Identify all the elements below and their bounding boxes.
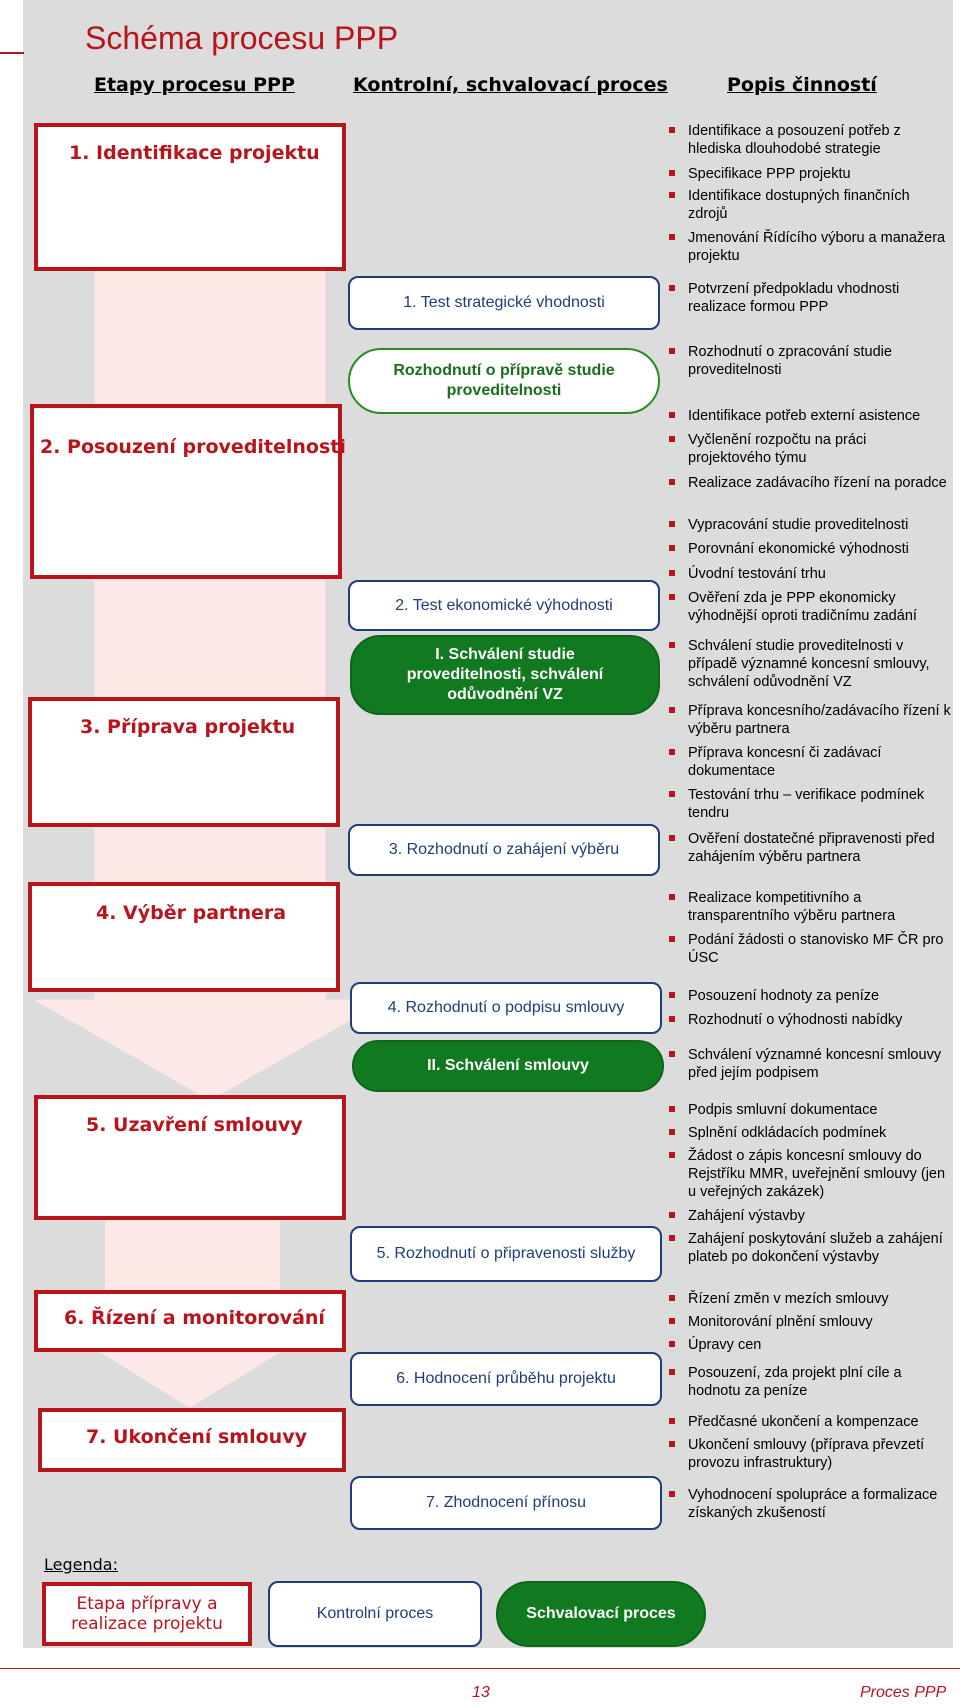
activity-item: Předčasné ukončení a kompenzace <box>668 1413 953 1431</box>
legend-stage-label: Etapa přípravy a realizace projektu <box>71 1593 223 1634</box>
activity-item: Ověření zda je PPP ekonomicky výhodnější oproti tradičnímu zadání <box>668 589 953 625</box>
legend-control-box <box>268 1581 482 1647</box>
legend-title: Legenda: <box>44 1555 118 1574</box>
activity-item: Podpis smluvní dokumentace <box>668 1101 953 1119</box>
activity-item: Identifikace dostupných finančních zdrojů <box>668 187 953 223</box>
activity-item: Schválení významné koncesní smlouvy před jejím podpisem <box>668 1046 953 1082</box>
stage-label-6: 6. Řízení a monitorování <box>64 1307 325 1329</box>
activity-item: Splnění odkládacích podmínek <box>668 1124 953 1142</box>
control-box-6: 6. Hodnocení průběhu projektu <box>350 1352 662 1406</box>
activity-item: Příprava koncesní či zadávací dokumentace <box>668 744 953 780</box>
control-box-7: 7. Zhodnocení přínosu <box>350 1476 662 1530</box>
stage-label-1: 1. Identifikace projektu <box>69 142 320 164</box>
activity-item: Rozhodnutí o výhodnosti nabídky <box>668 1011 953 1029</box>
control-box-4: 4. Rozhodnutí o podpisu smlouvy <box>350 982 662 1034</box>
control-box-3: 3. Rozhodnutí o zahájení výběru <box>348 824 660 876</box>
activity-item: Identifikace potřeb externí asistence <box>668 407 953 425</box>
stage-label-5: 5. Uzavření smlouvy <box>86 1114 303 1136</box>
legend-stage-box <box>42 1582 252 1646</box>
footer-line <box>0 1668 960 1669</box>
activity-item: Potvrzení předpokladu vhodnosti realizace formou PPP <box>668 280 953 316</box>
activity-item: Příprava koncesního/zadávacího řízení k výběru partnera <box>668 702 953 738</box>
approval-box-1: I. Schválení studie proveditelnosti, schválení odůvodnění VZ <box>350 635 660 715</box>
activity-item: Řízení změn v mezích smlouvy <box>668 1290 953 1308</box>
activity-item: Schválení studie proveditelnosti v případě významné koncesní smlouvy, schválení odůvodnění VZ <box>668 637 953 691</box>
page-number: 13 <box>472 1684 490 1701</box>
activity-item: Porovnání ekonomické výhodnosti <box>668 540 953 558</box>
approval-outline-box-1: Rozhodnutí o přípravě studie proveditelnosti <box>348 348 660 414</box>
legend-approval-box <box>496 1581 706 1647</box>
activity-item: Vyhodnocení spolupráce a formalizace získaných zkušeností <box>668 1486 953 1522</box>
stage-label-4: 4. Výběr partnera <box>96 902 287 924</box>
title-underline-left <box>0 52 24 54</box>
page-title: Schéma procesu PPP <box>85 20 399 56</box>
activity-item: Zahájení poskytování služeb a zahájení plateb po dokončení výstavby <box>668 1230 953 1266</box>
column-header-description: Popis činností <box>727 74 877 96</box>
approval-box-2: II. Schválení smlouvy <box>352 1040 664 1092</box>
activity-item: Úvodní testování trhu <box>668 565 953 583</box>
control-box-5: 5. Rozhodnutí o připravenosti služby <box>350 1226 662 1282</box>
activity-item: Jmenování Řídícího výboru a manažera projektu <box>668 229 953 265</box>
activity-item: Realizace kompetitivního a transparentního výběru partnera <box>668 889 953 925</box>
legend-control-label: Kontrolní proces <box>316 1605 434 1622</box>
activity-item: Zahájení výstavby <box>668 1207 953 1225</box>
activity-item: Realizace zadávacího řízení na poradce <box>668 474 953 492</box>
stage-label-2: 2. Posouzení proveditelnosti <box>40 436 346 458</box>
activity-item: Rozhodnutí o zpracování studie proveditelnosti <box>668 343 953 379</box>
activity-item: Identifikace a posouzení potřeb z hlediska dlouhodobé strategie <box>668 122 953 158</box>
activity-item: Vyčlenění rozpočtu na práci projektového týmu <box>668 431 953 467</box>
activity-item: Posouzení hodnoty za peníze <box>668 987 953 1005</box>
stage-box-4 <box>28 882 340 992</box>
activity-item: Specifikace PPP projektu <box>668 165 953 183</box>
activity-item: Vypracování studie proveditelnosti <box>668 516 953 534</box>
column-header-stages: Etapy procesu PPP <box>94 74 295 96</box>
activity-item: Úpravy cen <box>668 1336 953 1354</box>
activity-item: Žádost o zápis koncesní smlouvy do Rejstříku MMR, uveřejnění smlouvy (jen u veřejných zakázek) <box>668 1147 953 1201</box>
activities-list <box>668 0 953 1530</box>
activity-item: Ukončení smlouvy (příprava převzetí provozu infrastruktury) <box>668 1436 953 1472</box>
control-box-2: 2. Test ekonomické výhodnosti <box>348 580 660 631</box>
stage-label-3: 3. Příprava projektu <box>80 716 296 738</box>
activity-item: Podání žádosti o stanovisko MF ČR pro ÚSC <box>668 931 953 967</box>
stage-label-7: 7. Ukončení smlouvy <box>86 1426 307 1448</box>
activity-item: Posouzení, zda projekt plní cíle a hodnotu za peníze <box>668 1364 953 1400</box>
activity-item: Monitorování plnění smlouvy <box>668 1313 953 1331</box>
activity-item: Testování trhu – verifikace podmínek tendru <box>668 786 953 822</box>
footer-title: Proces PPP <box>860 1684 947 1701</box>
legend-approval-label: Schvalovací proces <box>526 1605 676 1622</box>
stage-box-2 <box>30 404 342 579</box>
column-header-control: Kontrolní, schvalovací proces <box>353 74 668 96</box>
control-box-1: 1. Test strategické vhodnosti <box>348 276 660 330</box>
activity-item: Ověření dostatečné připravenosti před zahájením výběru partnera <box>668 830 953 866</box>
